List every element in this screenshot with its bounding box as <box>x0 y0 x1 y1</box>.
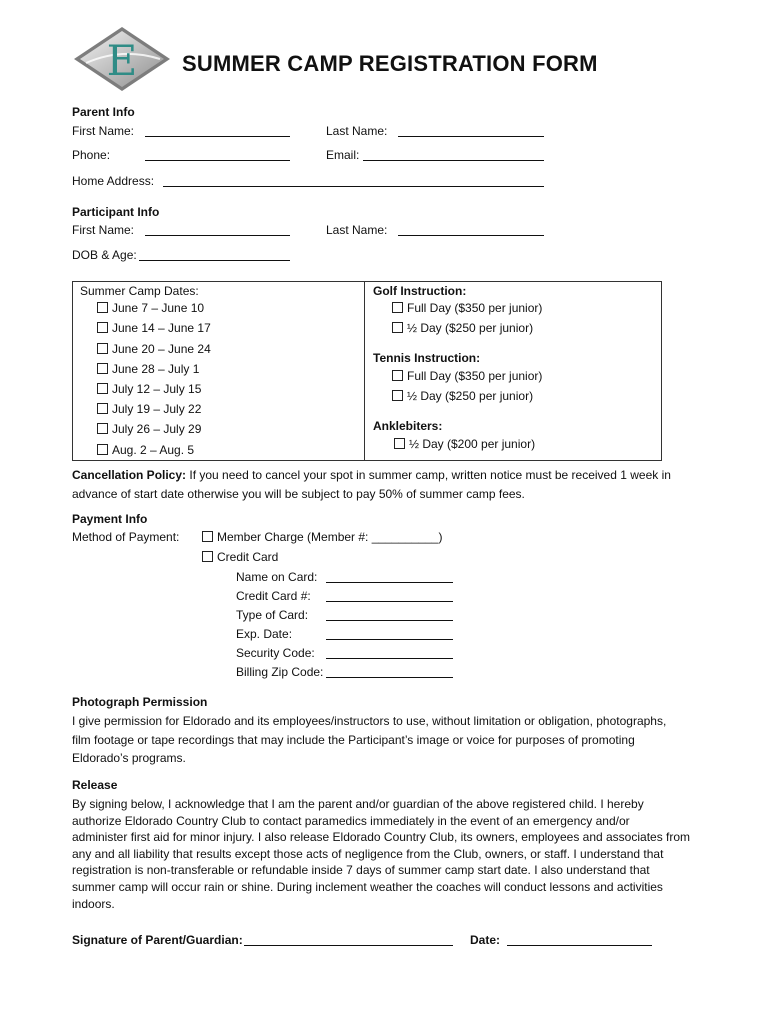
parent-phone-field[interactable] <box>145 146 290 161</box>
checkbox-icon[interactable] <box>202 531 213 542</box>
participant-last-name-label: Last Name: <box>326 223 388 237</box>
camp-date-option[interactable]: July 26 – July 29 <box>97 422 201 436</box>
checkbox-icon[interactable] <box>202 551 213 562</box>
camp-dates-heading: Summer Camp Dates: <box>80 284 199 298</box>
dob-age-field[interactable] <box>139 246 290 261</box>
parent-first-name-label: First Name: <box>72 124 135 138</box>
checkbox-icon[interactable] <box>392 322 403 333</box>
parent-phone-label: Phone: <box>72 148 111 162</box>
participant-first-name-label: First Name: <box>72 223 135 237</box>
checkbox-icon[interactable] <box>97 423 108 434</box>
checkbox-icon[interactable] <box>392 370 403 381</box>
photo-permission-text: I give permission for Eldorado and its employees/instructors to use, without limitation or obligation, photographs, film footage or tape recordings that may include the Participant’s image or voice for purposes of promoting Eldorado’s programs. <box>72 714 667 765</box>
home-address-field[interactable] <box>163 172 544 187</box>
options-divider <box>364 281 365 461</box>
member-charge-option[interactable]: Member Charge (Member #: __________) <box>202 530 442 544</box>
cancellation-text: If you need to cancel your spot in summer camp, written notice must be received 1 week in <box>186 468 671 482</box>
participant-first-name-field[interactable] <box>145 221 290 236</box>
security-code-label: Security Code: <box>236 646 315 660</box>
camp-date-option[interactable]: July 12 – July 15 <box>97 382 201 396</box>
camp-date-option[interactable]: June 20 – June 24 <box>97 342 211 356</box>
home-address-label: Home Address: <box>72 174 155 188</box>
exp-date-field[interactable] <box>326 625 453 640</box>
payment-info-heading: Payment Info <box>72 512 148 526</box>
name-on-card-label: Name on Card: <box>236 570 318 584</box>
camp-date-option[interactable]: July 19 – July 22 <box>97 402 201 416</box>
parent-first-name-field[interactable] <box>145 122 290 137</box>
date-field[interactable] <box>507 931 652 946</box>
checkbox-icon[interactable] <box>97 343 108 354</box>
security-code-field[interactable] <box>326 644 453 659</box>
checkbox-icon[interactable] <box>97 363 108 374</box>
camp-date-option[interactable]: June 7 – June 10 <box>97 301 204 315</box>
checkbox-icon[interactable] <box>97 383 108 394</box>
golf-option[interactable]: Full Day ($350 per junior) <box>392 301 542 315</box>
tennis-heading: Tennis Instruction: <box>373 351 481 365</box>
signature-field[interactable] <box>244 931 453 946</box>
payment-method-label: Method of Payment: <box>72 530 180 544</box>
parent-email-field[interactable] <box>363 146 544 161</box>
anklebiters-option[interactable]: ½ Day ($200 per junior) <box>394 437 535 451</box>
billing-zip-label: Billing Zip Code: <box>236 665 324 679</box>
name-on-card-field[interactable] <box>326 568 453 583</box>
date-label: Date: <box>470 933 501 947</box>
release-text: By signing below, I acknowledge that I am the parent and/or guardian of the above registered child. I hereby authorize Eldorado Country Club to contact paramedics immediately in the event of an emergency and/or administer first aid for minor injury. I also release Eldorado Country Club, its owners, employees and associates from any and all liability that results except those acts of negligence from the Club, owners, or staff. I understand that registration is non-transferable or refundable inside 7 days of summer camp start date. I also understand that summer camp will occur rain or shine. During inclement weather the coaches will conduct lessons and activities indoors. <box>72 797 691 911</box>
tennis-option[interactable]: Full Day ($350 per junior) <box>392 369 542 383</box>
photo-permission-heading: Photograph Permission <box>72 695 208 709</box>
golf-heading: Golf Instruction: <box>373 284 467 298</box>
billing-zip-field[interactable] <box>326 663 453 678</box>
golf-option[interactable]: ½ Day ($250 per junior) <box>392 321 533 335</box>
participant-last-name-field[interactable] <box>398 221 544 236</box>
participant-info-heading: Participant Info <box>72 205 160 219</box>
cancellation-policy <box>72 466 692 503</box>
card-number-label: Credit Card #: <box>236 589 311 603</box>
parent-email-label: Email: <box>326 148 360 162</box>
parent-last-name-field[interactable] <box>398 122 544 137</box>
checkbox-icon[interactable] <box>97 403 108 414</box>
checkbox-icon[interactable] <box>97 322 108 333</box>
page-title: SUMMER CAMP REGISTRATION FORM <box>182 51 598 76</box>
anklebiters-heading: Anklebiters: <box>373 419 443 433</box>
card-number-field[interactable] <box>326 587 453 602</box>
camp-date-option[interactable]: Aug. 2 – Aug. 5 <box>97 443 194 457</box>
checkbox-icon[interactable] <box>97 444 108 455</box>
checkbox-icon[interactable] <box>97 302 108 313</box>
camp-date-option[interactable]: June 14 – June 17 <box>97 321 211 335</box>
parent-last-name-label: Last Name: <box>326 124 388 138</box>
camp-date-option[interactable]: June 28 – July 1 <box>97 362 199 376</box>
cancellation-label: Cancellation Policy: <box>72 468 187 482</box>
logo-letter: E <box>106 36 138 85</box>
checkbox-icon[interactable] <box>392 390 403 401</box>
checkbox-icon[interactable] <box>392 302 403 313</box>
signature-label: Signature of Parent/Guardian: <box>72 933 243 947</box>
card-type-label: Type of Card: <box>236 608 309 622</box>
exp-date-label: Exp. Date: <box>236 627 293 641</box>
eldorado-logo <box>72 25 172 93</box>
card-type-field[interactable] <box>326 606 453 621</box>
cancellation-text: advance of start date otherwise you will be subject to pay 50% of summer camp fees. <box>72 486 525 501</box>
tennis-option[interactable]: ½ Day ($250 per junior) <box>392 389 533 403</box>
checkbox-icon[interactable] <box>394 438 405 449</box>
dob-age-label: DOB & Age: <box>72 248 137 262</box>
credit-card-option[interactable]: Credit Card <box>202 550 278 564</box>
parent-info-heading: Parent Info <box>72 105 135 119</box>
release-heading: Release <box>72 778 118 792</box>
